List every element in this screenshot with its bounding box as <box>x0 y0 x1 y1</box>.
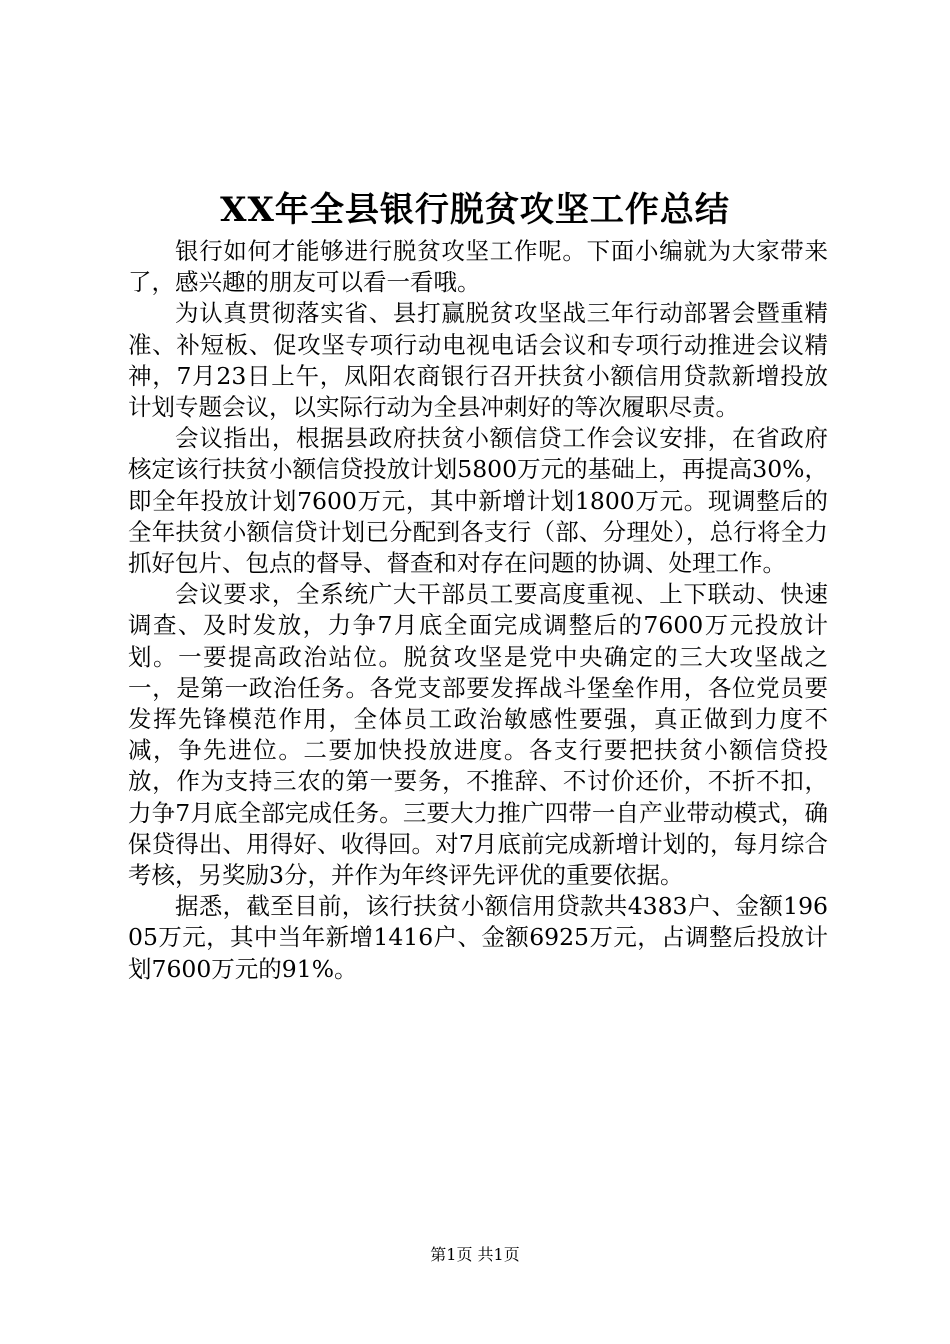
paragraph-meeting-requirements: 会议要求，全系统广大干部员工要高度重视、上下联动、快速调查、及时发放，力争7月底全面完成调整后的7600万元投放计划。一要提高政治站位。脱贫攻坚是党中央确定的三大攻坚战之一，是第一政治任务。各党支部要发挥战斗堡垒作用，各位党员要发挥先锋模范作用，全体员工政治敏感性要强，真正做到力度不减，争先进位。二要加快投放进度。各支行要把扶贫小额信贷投放，作为支持三农的第一要务，不推辞、不讨价还价，不折不扣，力争7月底全部完成任务。三要大力推广四带一自产业带动模式，确保贷得出、用得好、收得回。对7月底前完成新增计划的，每月综合考核，另奖励3分，并作为年终评先评优的重要依据。 <box>128 580 828 890</box>
page-footer: 第1页 共1页 <box>430 1245 520 1264</box>
document-title: XX年全县银行脱贫攻坚工作总结 <box>220 190 730 230</box>
paragraph-meeting-points: 会议指出，根据县政府扶贫小额信贷工作会议安排，在省政府核定该行扶贫小额信贷投放计划5800万元的基础上，再提高30%，即全年投放计划7600万元，其中新增计划1800万元。现调整后的全年扶贫小额信贷计划已分配到各支行（部、分理处），总行将全力抓好包片、包点的督导、督查和对存在问题的协调、处理工作。 <box>128 424 828 578</box>
paragraph-status: 据悉，截至目前，该行扶贫小额信用贷款共4383户、金额19605万元，其中当年新增1416户、金额6925万元，占调整后投放计划7600万元的91%。 <box>128 892 828 983</box>
paragraph-intro: 银行如何才能够进行脱贫攻坚工作呢。下面小编就为大家带来了，感兴趣的朋友可以看一看哦。 <box>128 237 828 297</box>
document-body <box>128 236 828 985</box>
paragraph-meeting: 为认真贯彻落实省、县打赢脱贫攻坚战三年行动部署会暨重精准、补短板、促攻坚专项行动电视电话会议和专项行动推进会议精神，7月23日上午，凤阳农商银行召开扶贫小额信用贷款新增投放计划专题会议，以实际行动为全县冲刺好的等次履职尽责。 <box>128 299 828 422</box>
